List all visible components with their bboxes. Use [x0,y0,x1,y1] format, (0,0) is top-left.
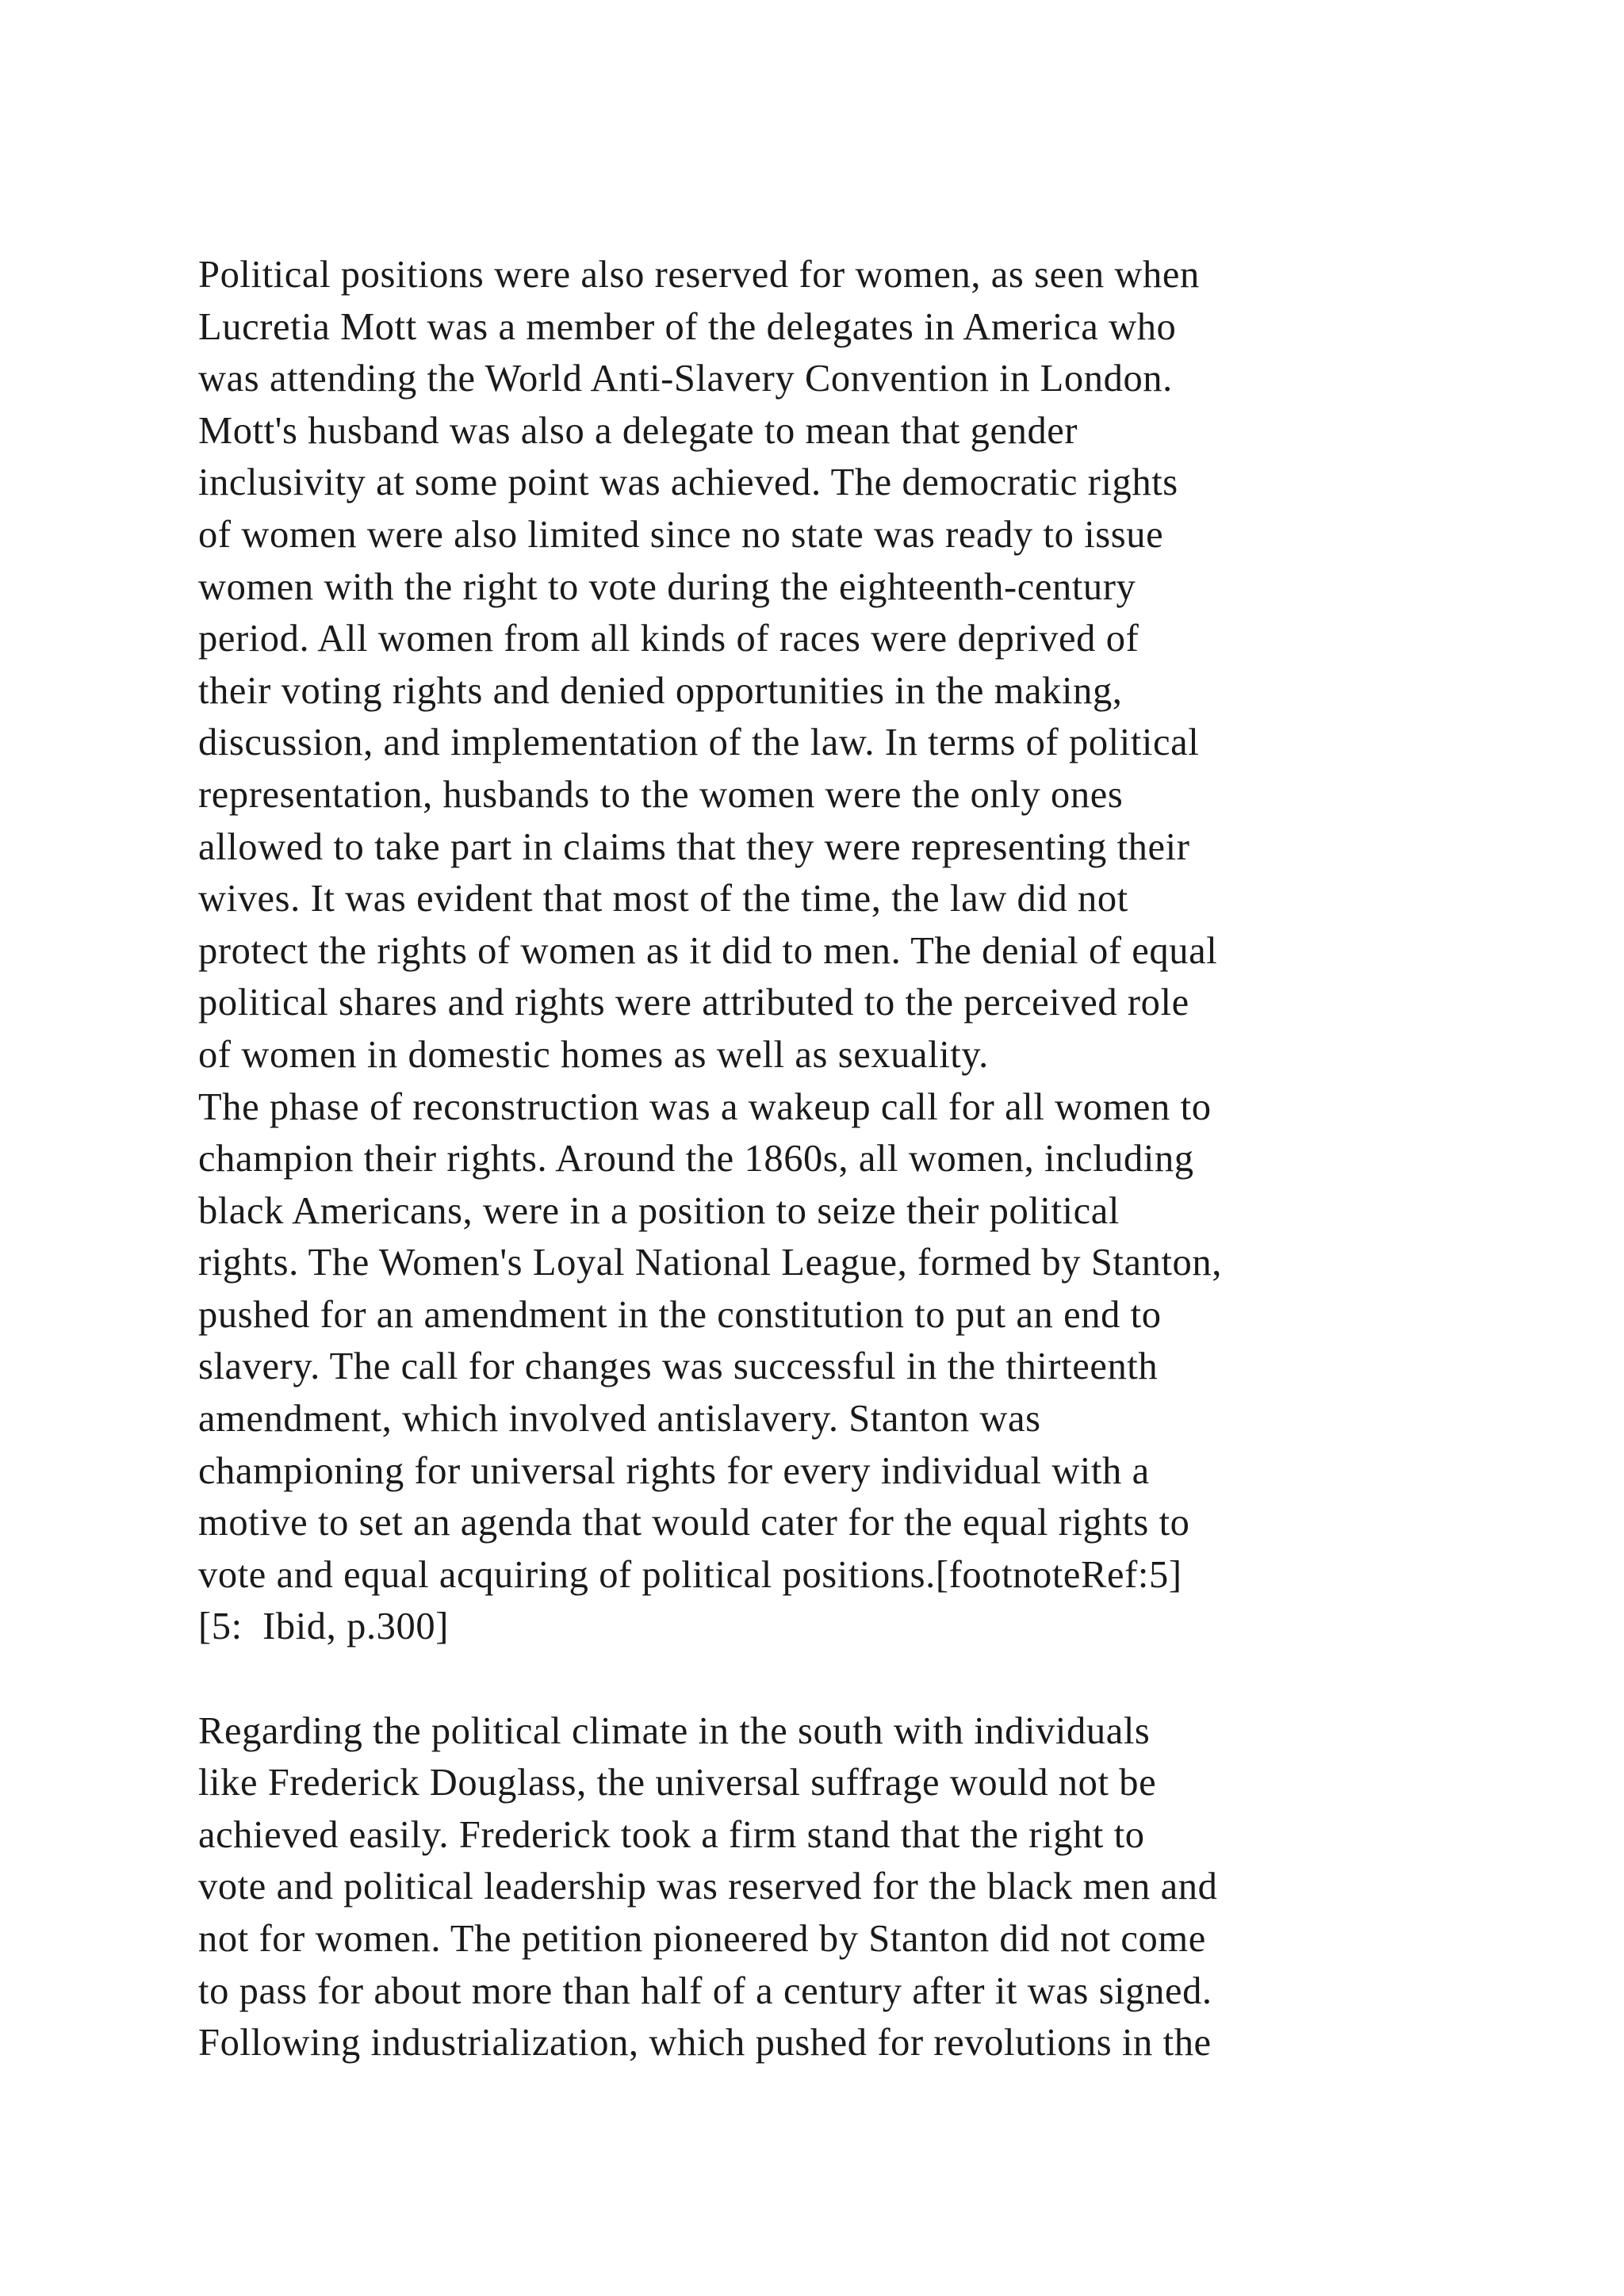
text-line: like Frederick Douglass, the universal suffrage would not be [198,1762,1157,1804]
text-line: achieved easily. Frederick took a firm stand that the right to [198,1813,1145,1856]
text-line: period. All women from all kinds of races were deprived of [198,618,1139,660]
text-line: champion their rights. Around the 1860s, all women, including [198,1138,1194,1181]
footnote-text: [5: Ibid, p.300] [198,1605,449,1648]
text-line: protect the rights of women as it did to men. The denial of equal [198,929,1218,972]
text-line: black Americans, were in a position to seize their political [198,1189,1120,1232]
text-line: political shares and rights were attributed to the perceived role [198,982,1189,1024]
blank-line [198,1653,1530,1705]
text-line: not for women. The petition pioneered by Stanton did not come [198,1918,1206,1960]
text-line: Regarding the political climate in the south with individuals [198,1709,1151,1752]
text-line: to pass for about more than half of a century after it was signed. [198,1969,1212,2012]
text-line: vote and equal acquiring of political positions.[footnoteRef:5] [198,1553,1182,1596]
text-line: wives. It was evident that most of the time, the law did not [198,878,1128,920]
text-line: Following industrialization, which pushed for revolutions in the [198,2022,1212,2064]
text-line: pushed for an amendment in the constitution to put an end to [198,1293,1162,1336]
text-line: The phase of reconstruction was a wakeup call for all women to [198,1085,1212,1128]
text-line: was attending the World Anti-Slavery Convention in London. [198,358,1173,400]
text-line: representation, husbands to the women were the only ones [198,773,1124,816]
body-text [198,249,1530,2069]
text-line: slavery. The call for changes was successful in the thirteenth [198,1345,1159,1388]
text-line: rights. The Women's Loyal National League, formed by Stanton, [198,1242,1222,1284]
text-line: amendment, which involved antislavery. Stanton was [198,1398,1041,1441]
text-line: vote and political leadership was reserved for the black men and [198,1866,1218,1908]
text-line: discussion, and implementation of the law. In terms of political [198,721,1200,764]
text-line: of women in domestic homes as well as sexuality. [198,1033,989,1076]
text-line: Lucretia Mott was a member of the delegates in America who [198,305,1177,348]
text-line: Mott's husband was also a delegate to mean that gender [198,409,1078,452]
text-line: women with the right to vote during the eighteenth-century [198,565,1136,608]
text-line: allowed to take part in claims that they were representing their [198,825,1190,868]
text-line: championing for universal rights for every individual with a [198,1449,1150,1492]
text-line: of women were also limited since no state was ready to issue [198,513,1164,556]
text-line: inclusivity at some point was achieved. The democratic rights [198,461,1178,504]
text-line: their voting rights and denied opportunities in the making, [198,669,1123,712]
text-line: motive to set an agenda that would cater for the equal rights to [198,1502,1190,1544]
text-line: Political positions were also reserved for women, as seen when [198,254,1200,296]
